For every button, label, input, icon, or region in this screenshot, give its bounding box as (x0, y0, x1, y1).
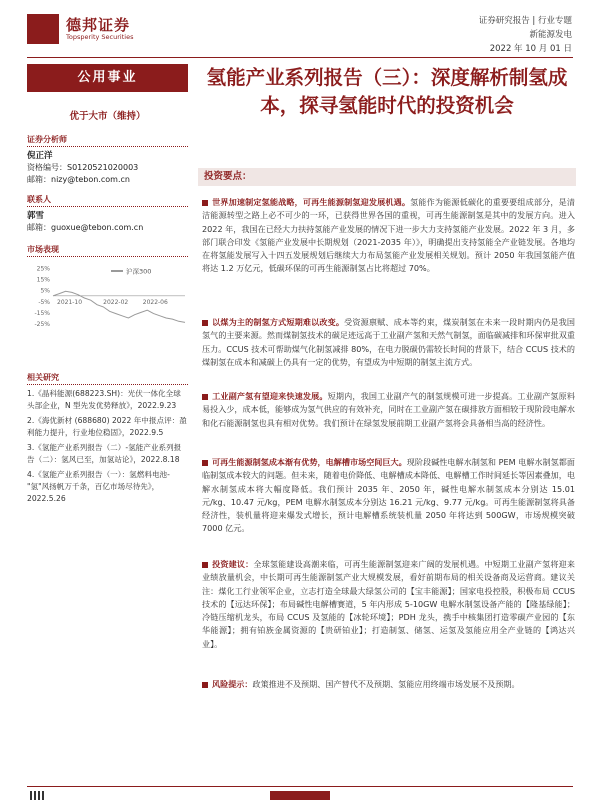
bullet-icon (202, 562, 208, 568)
y-tick-label: -15% (34, 309, 50, 317)
bullet-icon (202, 320, 208, 326)
point-paragraph (202, 196, 575, 276)
analyst-name: 倪正洋 (27, 151, 53, 161)
point-lead: 风险提示： (212, 679, 253, 689)
company-logo-cn: 德邦证券 (66, 16, 131, 34)
company-logo-en: Topsperity Securities (66, 33, 134, 41)
investment-points-heading: 投资要点： (198, 168, 576, 186)
header-divider (27, 57, 573, 58)
point-lead: 以煤为主的制氢方式短期难以改变。 (212, 317, 345, 327)
report-title: 氢能产业系列报告（三）：深度解析制氢成本，探寻氢能时代的投资机会 (206, 66, 568, 117)
related-research-list (27, 388, 188, 508)
point-paragraph (202, 390, 575, 430)
y-tick-label: -5% (38, 298, 50, 306)
y-tick-label: 5% (40, 287, 50, 295)
x-tick-label: 2021-10 (57, 298, 83, 306)
point-paragraph (202, 456, 575, 536)
report-date: 2022 年 10 月 01 日 (489, 44, 572, 54)
bullet-icon (202, 682, 208, 688)
contact-name: 郭雪 (27, 211, 45, 221)
point-lead: 工业副产氢有望迎来快速发展。 (212, 391, 328, 401)
point-paragraph (202, 558, 575, 651)
header-info (479, 14, 572, 56)
y-tick-label: 25% (36, 265, 50, 273)
point-body: 氢能作为能源低碳化的重要要组成部分，是清洁能源转型之路上必不可少的一环，已获得世界各国的重视，可再生能源制氢是其中的发展方向。进入 2022 年，我国在已经大力扶持氢能产业发展的情况下进一步大力支持氢能产业发展。2022 年 3 月，多部门联合印发《氢能产业发展中长期规划（2021-2035 年）》，明确提出支持氢能全产业链发展。各地均在将氢能发展写入十四五发展规划后继续大力布局氢能产业发展相关规划。预计 2050 年我国氢能产值将达 1.2 万亿元，低碳环保的可再生能源制氢占比将超过 70%。 (202, 197, 575, 274)
bullet-icon (202, 200, 208, 206)
report-sector: 新能源发电 (529, 30, 572, 40)
point-lead: 投资建议： (212, 559, 254, 569)
legend-label: 沪深300 (126, 267, 152, 276)
contact-email: 邮箱：guoxue@tebon.com.cn (27, 223, 144, 232)
point-body: 全球氢能建设高潮来临，可再生能源制氢迎来广阔的发展机遇。中短期工业副产氢将迎来业绩放量机会，中长期可再生能源制氢产业大规模发展，看好前期布局的相关设备商及运营商。建议关注：煤化工行业领军企业，立志打造全球最大绿氢公司的【宝丰能源】；国家电投控股，积极布局 CCUS 技术的【远达环保】；布局碱性电解槽赛道，5 年内形成 5-10GW 电解水制氢设备产能的【隆基绿能】；冷链压缩机龙头，布局 CCUS 及氢能的【冰轮环境】；PDH 龙头，携手中核集团打造零碳产业园的【东华能源】；拥有铂族金属资源的【贵研铂业】；打造制氢、储氢、运氢及氢能应用全产业链的【鸿达兴业】。 (202, 559, 575, 649)
analyst-info (27, 150, 188, 186)
contact-section-label: 联系人 (27, 194, 188, 207)
point-lead: 世界加速制定氢能战略，可再生能源制氢迎发展机遇。 (212, 197, 411, 207)
footer-banner (270, 791, 330, 800)
market-performance-chart (27, 262, 188, 342)
point-body: 现阶段碱性电解水制氢和 PEM 电解水制氢都面临制氢成本较大的问题。但未来，随着电价降低、电解槽成本降低、电解槽工作时间延长等因素叠加，电解水制氢成本将大幅度降低。我们预计 2035 年、2050 年，碱性电解水制氢成本分别达 15.01 元/kg、10.47 元/kg，PEM 电解水制氢成本分别达 16.21 元/kg、9.77 元/kg。可再生能源制氢将具备经济性，装机量将迎来爆发式增长，预计电解槽系统装机量 2050 年将达到 500GW，市场规模突破 7000 亿元。 (202, 457, 575, 534)
footer-divider (27, 786, 573, 787)
x-tick-label: 2022-06 (142, 298, 168, 306)
logo-mark (27, 14, 59, 44)
related-section-label: 相关研究 (27, 372, 188, 385)
related-item[interactable]: 1.《晶科能源(688223.SH)：光伏一体化全球头部企业，N 型先发优势释放》，2022.9.23 (27, 389, 181, 410)
related-item[interactable]: 2.《海优新材 (688680) 2022 年中报点评：盈利能力提升，行业地位稳固》，2022.9.5 (27, 416, 187, 437)
industry-badge: 公用事业 (27, 64, 188, 92)
analyst-cert: 资格编号：S0120521020003 (27, 163, 139, 172)
bullet-icon (202, 460, 208, 466)
related-item[interactable]: 4.《氢能产业系列报告（一）：氢燃料电池-"氢"风扬帆万千条，百亿市场尽待先》，2022.5.26 (27, 470, 170, 503)
rating-label: 优于大市（维持） (69, 111, 146, 122)
market-section-label: 市场表现 (27, 244, 188, 257)
point-body: 受资源禀赋、成本等约束，煤炭制氢在未来一段时期内仍是我国氢气的主要来源。然而煤制氢技术的碳足迹远高于工业副产氢和天然气制氢，面临碳减排和环保审批双重压力。CCUS 技术可帮助煤气化制氢减排 80%，在电力脱碳仍需较长时间的背景下，结合 CCUS 技术的煤制氢在成本和减碳上仍具有一定的优势，有望成为中短期的制氢主流方式。 (202, 317, 575, 367)
point-paragraph (202, 678, 575, 691)
contact-info (27, 210, 188, 234)
point-lead: 可再生能源制氢成本渐有优势，电解槽市场空间巨大。 (212, 457, 407, 467)
point-body: 政策推进不及预期、国产替代不及预期、氢能应用终端市场发展不及预期。 (252, 679, 520, 689)
y-tick-label: 15% (36, 276, 50, 284)
x-tick-label: 2022-02 (103, 298, 129, 306)
bullet-icon (202, 394, 208, 400)
point-body: 短期内，我国工业副产气的制氢规模可进一步提高。工业副产氢原料易投入少，成本低，能够成为氢气供应的有效补充，同时在工业副产氢在碳排放方面相较于现阶段电解水和化石能源制氢也具有相对优势。我们预计在绿氢发展前期工业副产氢将会具备相当高的经济性。 (202, 391, 575, 428)
report-type: 证券研究报告 | 行业专题 (478, 16, 572, 26)
analyst-email: 邮箱：nizy@tebon.com.cn (27, 175, 130, 184)
qr-code-icon (30, 791, 44, 800)
y-tick-label: -25% (34, 321, 50, 329)
analyst-section-label: 证券分析师 (27, 134, 188, 147)
related-item[interactable]: 3.《氢能产业系列报告（二）-氢能产业系列报告（二）：氢风已至，加氢站论》，2022.8.18 (27, 443, 182, 464)
point-paragraph (202, 316, 575, 369)
